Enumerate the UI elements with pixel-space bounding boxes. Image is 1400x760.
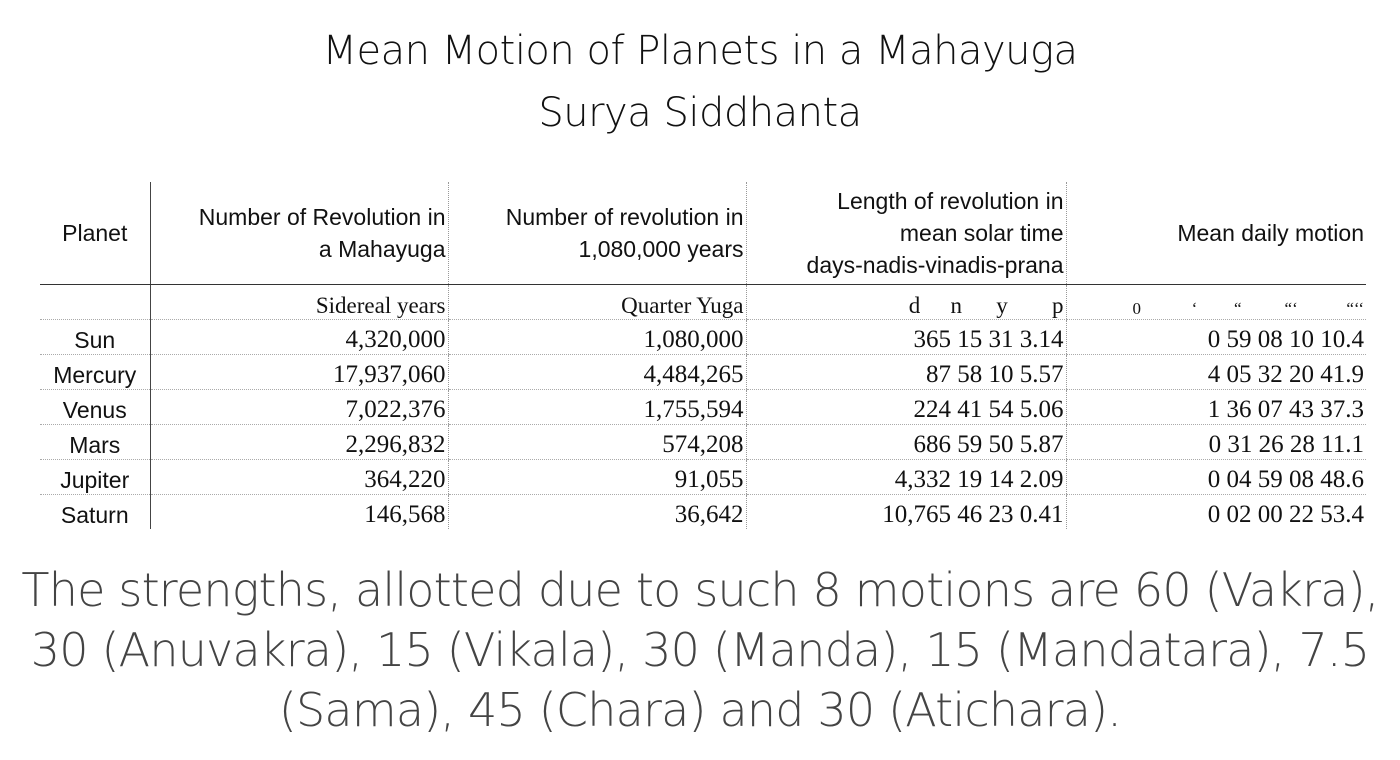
unit-planet bbox=[40, 285, 150, 320]
rev-1080000-cell: 574,208 bbox=[448, 425, 746, 460]
unit-quarter-yuga: Quarter Yuga bbox=[448, 285, 746, 320]
planet-name: Mercury bbox=[40, 355, 150, 390]
table-row bbox=[40, 495, 1366, 530]
header-row bbox=[40, 182, 1366, 285]
unit-row bbox=[40, 285, 1366, 320]
planet-name: Mars bbox=[40, 425, 150, 460]
rev-1080000-cell: 4,484,265 bbox=[448, 355, 746, 390]
rev-1080000-cell: 36,642 bbox=[448, 495, 746, 530]
rev-1080000-cell: 91,055 bbox=[448, 460, 746, 495]
planet-name: Jupiter bbox=[40, 460, 150, 495]
table-row bbox=[40, 425, 1366, 460]
rev-mahayuga-cell: 146,568 bbox=[150, 495, 448, 530]
mean-motion-table bbox=[40, 182, 1366, 529]
planet-name: Saturn bbox=[60, 502, 129, 528]
unit-sidereal-years: Sidereal years bbox=[150, 285, 448, 320]
length-cell: 224 41 54 5.06 bbox=[746, 390, 1066, 425]
table-row bbox=[40, 355, 1366, 390]
length-cell: 686 59 50 5.87 bbox=[746, 425, 1066, 460]
daily-motion-cell: 0 31 26 28 11.1 bbox=[1066, 425, 1366, 460]
table-row bbox=[40, 320, 1366, 355]
rev-mahayuga-cell: 364,220 bbox=[150, 460, 448, 495]
unit-degree-symbols: 0 ‘ “ “‘ “‘‘ bbox=[1066, 285, 1366, 320]
unit-dnvp: d n y p bbox=[746, 285, 1066, 320]
planet-name: Venus bbox=[40, 390, 150, 425]
page-title: Mean Motion of Planets in a Mahayuga bbox=[322, 28, 1078, 74]
rev-mahayuga-cell: 17,937,060 bbox=[150, 355, 448, 390]
header-planet: Planet bbox=[40, 182, 150, 285]
length-cell: 4,332 19 14 2.09 bbox=[746, 460, 1066, 495]
rev-mahayuga-cell: 7,022,376 bbox=[150, 390, 448, 425]
daily-motion-cell: 4 05 32 20 41.9 bbox=[1066, 355, 1366, 390]
daily-motion-cell: 0 04 59 08 48.6 bbox=[1066, 460, 1366, 495]
header-rev-mahayuga: Number of Revolution in a Mahayuga bbox=[150, 182, 448, 285]
daily-motion-cell: 0 02 00 22 53.4 bbox=[1066, 495, 1366, 530]
daily-motion-cell: 0 59 08 10 10.4 bbox=[1066, 320, 1366, 355]
length-cell: 87 58 10 5.57 bbox=[746, 355, 1066, 390]
rev-1080000-cell: 1,080,000 bbox=[448, 320, 746, 355]
planet-name: Sun bbox=[40, 320, 150, 355]
rev-1080000-cell: 1,755,594 bbox=[448, 390, 746, 425]
length-cell: 365 15 31 3.14 bbox=[746, 320, 1066, 355]
header-length-revolution: Length of revolution in mean solar time days-nadis-vinadis-prana bbox=[746, 182, 1066, 285]
daily-motion-cell: 1 36 07 43 37.3 bbox=[1066, 390, 1366, 425]
rev-mahayuga-cell: 2,296,832 bbox=[150, 425, 448, 460]
table-row bbox=[40, 460, 1366, 495]
strengths-caption: The strengths, allotted due to such 8 motions are 60 (Vakra), 30 (Anuvakra), 15 (Vikala), 30 (Manda), 15 (Mandatara), 7.5 (Sama), 45 (Chara) and 30 (Atichara). bbox=[21, 563, 1379, 737]
page-subtitle: Surya Siddhanta bbox=[538, 90, 862, 136]
header-mean-daily-motion: Mean daily motion bbox=[1066, 182, 1366, 285]
length-cell: 10,765 46 23 0.41 bbox=[746, 495, 1066, 530]
rev-mahayuga-cell: 4,320,000 bbox=[150, 320, 448, 355]
table-row bbox=[40, 390, 1366, 425]
header-rev-1080000: Number of revolution in 1,080,000 years bbox=[448, 182, 746, 285]
